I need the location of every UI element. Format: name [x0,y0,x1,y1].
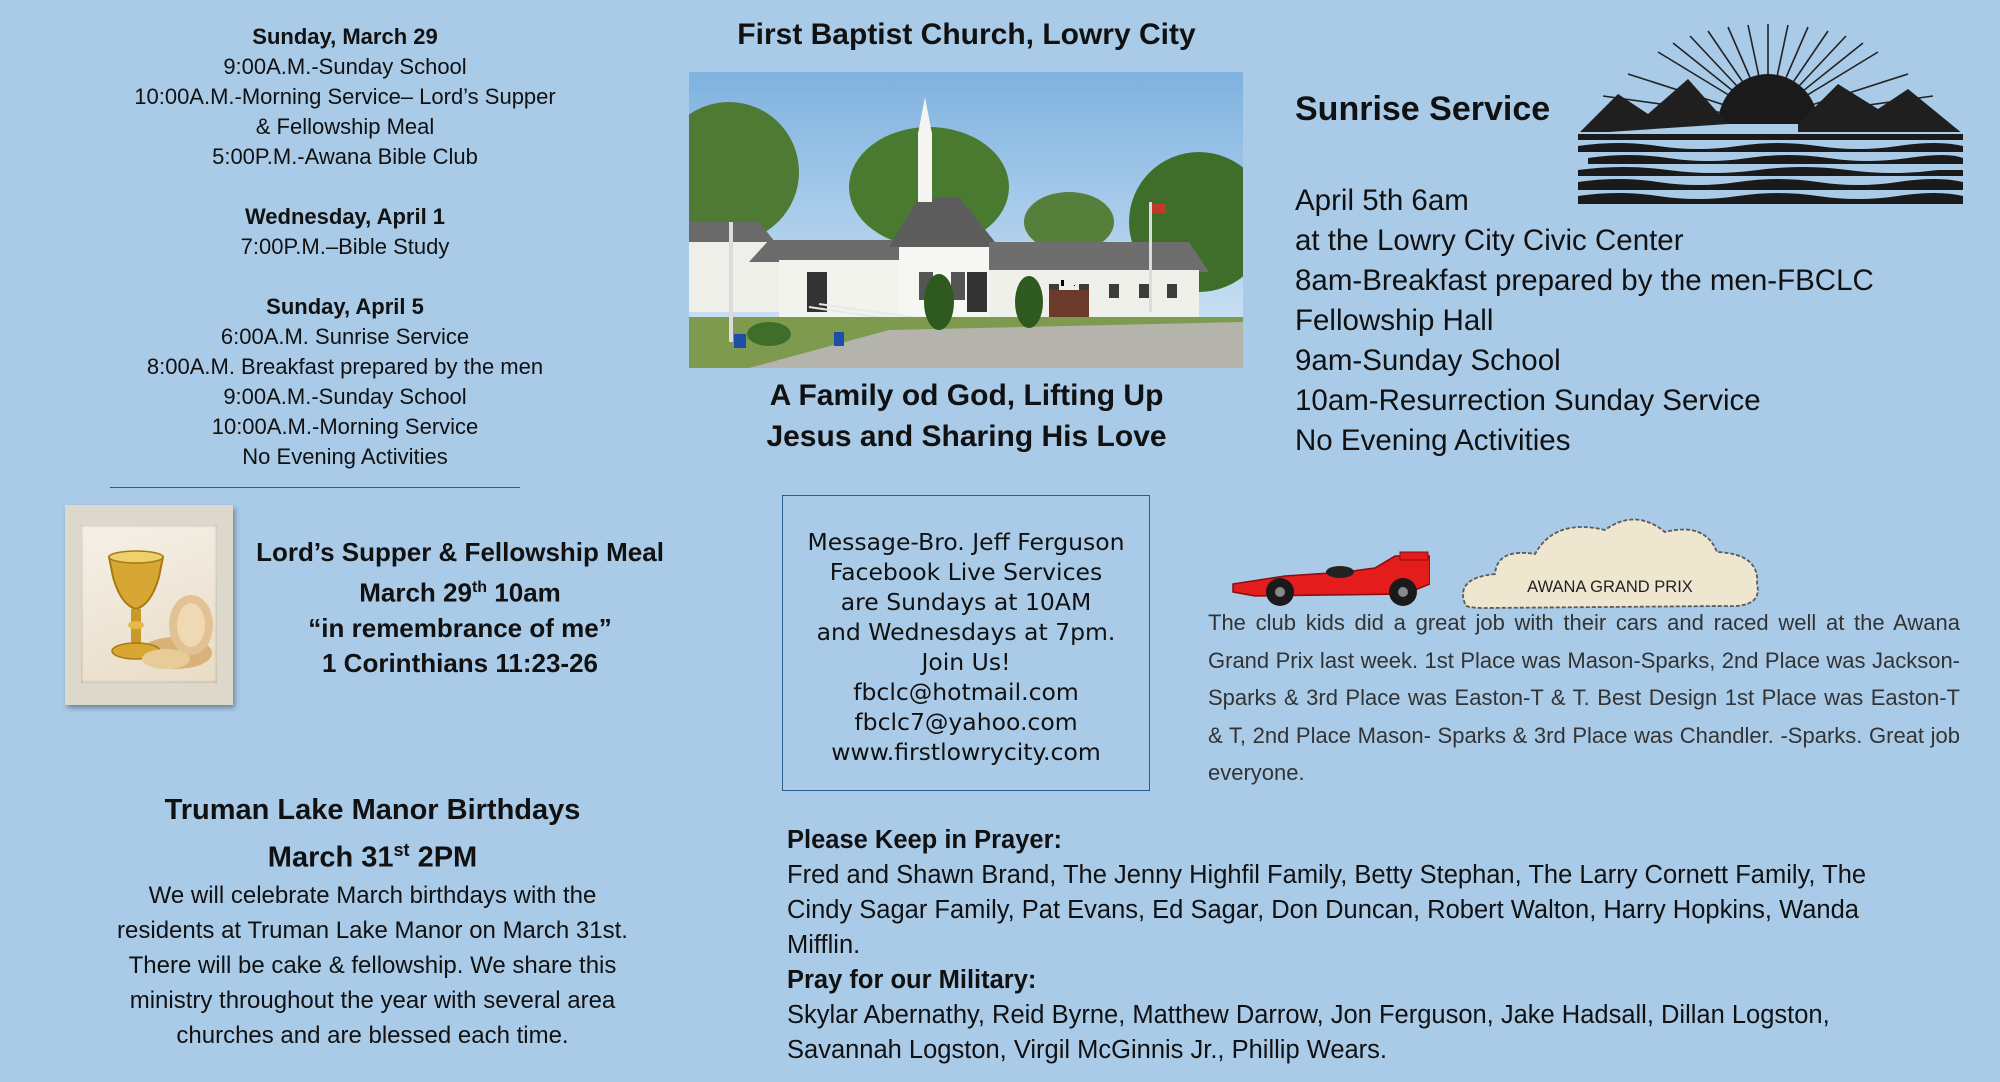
sunrise-line: 8am-Breakfast prepared by the men-FBCLC [1295,264,1874,297]
birthdays-line: residents at Truman Lake Manor on March 31st. [117,916,628,944]
lords-supper-announcement [240,535,680,681]
church-tagline [650,375,1283,457]
birthdays-date-text: March 31 [267,841,394,874]
schedule-item: 9:00A.M.-Sunday School [223,384,467,409]
birthdays-date [70,830,675,878]
sunrise-line: April 5th 6am [1295,184,1469,217]
birthdays-line: churches and are blessed each time. [176,1021,569,1049]
awana-cloud-banner [1455,508,1765,613]
race-car-graphic [1225,550,1430,608]
schedule-item: 6:00A.M. Sunrise Service [220,324,470,349]
schedule-item: 8:00A.M. Breakfast prepared by the men [146,354,544,379]
prayer-list [787,823,1927,1068]
message-line: are Sundays at 10AM [840,588,1092,616]
birthdays-line: ministry throughout the year with several area [129,986,616,1014]
birthdays-line: There will be cake & fellowship. We share this [128,951,617,979]
message-line: Facebook Live Services [829,558,1103,586]
schedule-item: 5:00P.M.-Awana Bible Club [212,144,478,169]
schedule-day1-heading: Sunday, March 29 [252,24,438,49]
birthdays-line: We will celebrate March birthdays with the [148,881,597,909]
birthdays-announcement [70,790,675,1053]
date-suffix: th [471,579,488,596]
sunrise-line: 9am-Sunday School [1295,344,1561,377]
message-line: Join Us! [921,648,1011,676]
lords-supper-time: 10am [487,577,561,608]
schedule [80,22,610,472]
message-line: Message-Bro. Jeff Ferguson [807,528,1125,556]
schedule-item: 9:00A.M.-Sunday School [223,54,467,79]
email-hotmail: fbclc@hotmail.com [853,678,1079,706]
sunrise-line: No Evening Activities [1295,424,1571,457]
tagline-line: Jesus and Sharing His Love [766,420,1167,453]
date-suffix: st [393,840,410,860]
sunrise-line: at the Lowry City Civic Center [1295,224,1684,257]
birthdays-time: 2PM [409,841,478,874]
church-photo [689,72,1243,368]
schedule-item: 10:00A.M.-Morning Service [211,414,479,439]
church-building-image [689,72,1243,368]
prayer-names: Fred and Shawn Brand, The Jenny Highfil Family, Betty Stephan, The Larry Cornett Family, The Cindy Sagar Family, Pat Evans, Ed Sagar, Don Duncan, Robert Walton, Harry Hopkins, Wanda Mifflin. [787,861,1867,959]
church-name: First Baptist Church, Lowry City [737,18,1196,51]
schedule-item: 10:00A.M.-Morning Service– Lord’s Supper [134,84,556,109]
sunrise-service-title: Sunrise Service [1295,90,1551,128]
email-yahoo: fbclc7@yahoo.com [854,708,1078,736]
prayer-heading: Please Keep in Prayer: [787,826,1062,854]
cloud-shape [1455,508,1765,613]
lords-supper-date-text: March 29 [359,577,472,608]
schedule-item: & Fellowship Meal [255,114,435,139]
sunrise-details [1295,181,1874,461]
military-names: Skylar Abernathy, Reid Byrne, Matthew Darrow, Jon Ferguson, Jake Hadsall, Dillan Logston, Savannah Logston, Virgil McGinnis Jr., Phillip Wears. [787,1001,1830,1064]
schedule-item: No Evening Activities [242,444,448,469]
lords-supper-verse: 1 Corinthians 11:23-26 [322,647,598,678]
sunrise-line: Fellowship Hall [1295,304,1494,337]
tagline-line: A Family od God, Lifting Up [769,379,1164,412]
race-car-icon [1225,550,1430,608]
schedule-day2-heading: Wednesday, April 1 [244,204,446,229]
website-link: www.firstlowrycity.com [831,738,1101,766]
section-divider [110,487,520,488]
sunrise-line: 10am-Resurrection Sunday Service [1295,384,1761,417]
communion-picture [65,505,233,705]
chalice-bread-icon [81,525,217,683]
schedule-day3-heading: Sunday, April 5 [266,294,424,319]
lords-supper-quote: “in remembrance of me” [308,612,612,643]
schedule-item: 7:00P.M.–Bible Study [240,234,450,259]
lords-supper-title: Lord’s Supper & Fellowship Meal [256,537,664,567]
awana-cloud-label: AWANA GRAND PRIX [1527,578,1693,596]
lords-supper-date [240,570,680,611]
birthdays-title: Truman Lake Manor Birthdays [164,794,581,826]
awana-results-text: The club kids did a great job with their cars and raced well at the Awana Grand Prix last week. 1st Place was Mason-Sparks, 2nd Place was Jackson- Sparks & 3rd Place was Easton-T & T. Best Design 1st Place was Easton-T & T, 2nd Place Mason- Sparks & 3rd Place was Chandler. -Sparks. Great job everyone. [1208,610,1960,785]
message-line: and Wednesdays at 7pm. [816,618,1116,646]
message-contact-box [782,495,1150,791]
military-heading: Pray for our Military: [787,966,1037,994]
